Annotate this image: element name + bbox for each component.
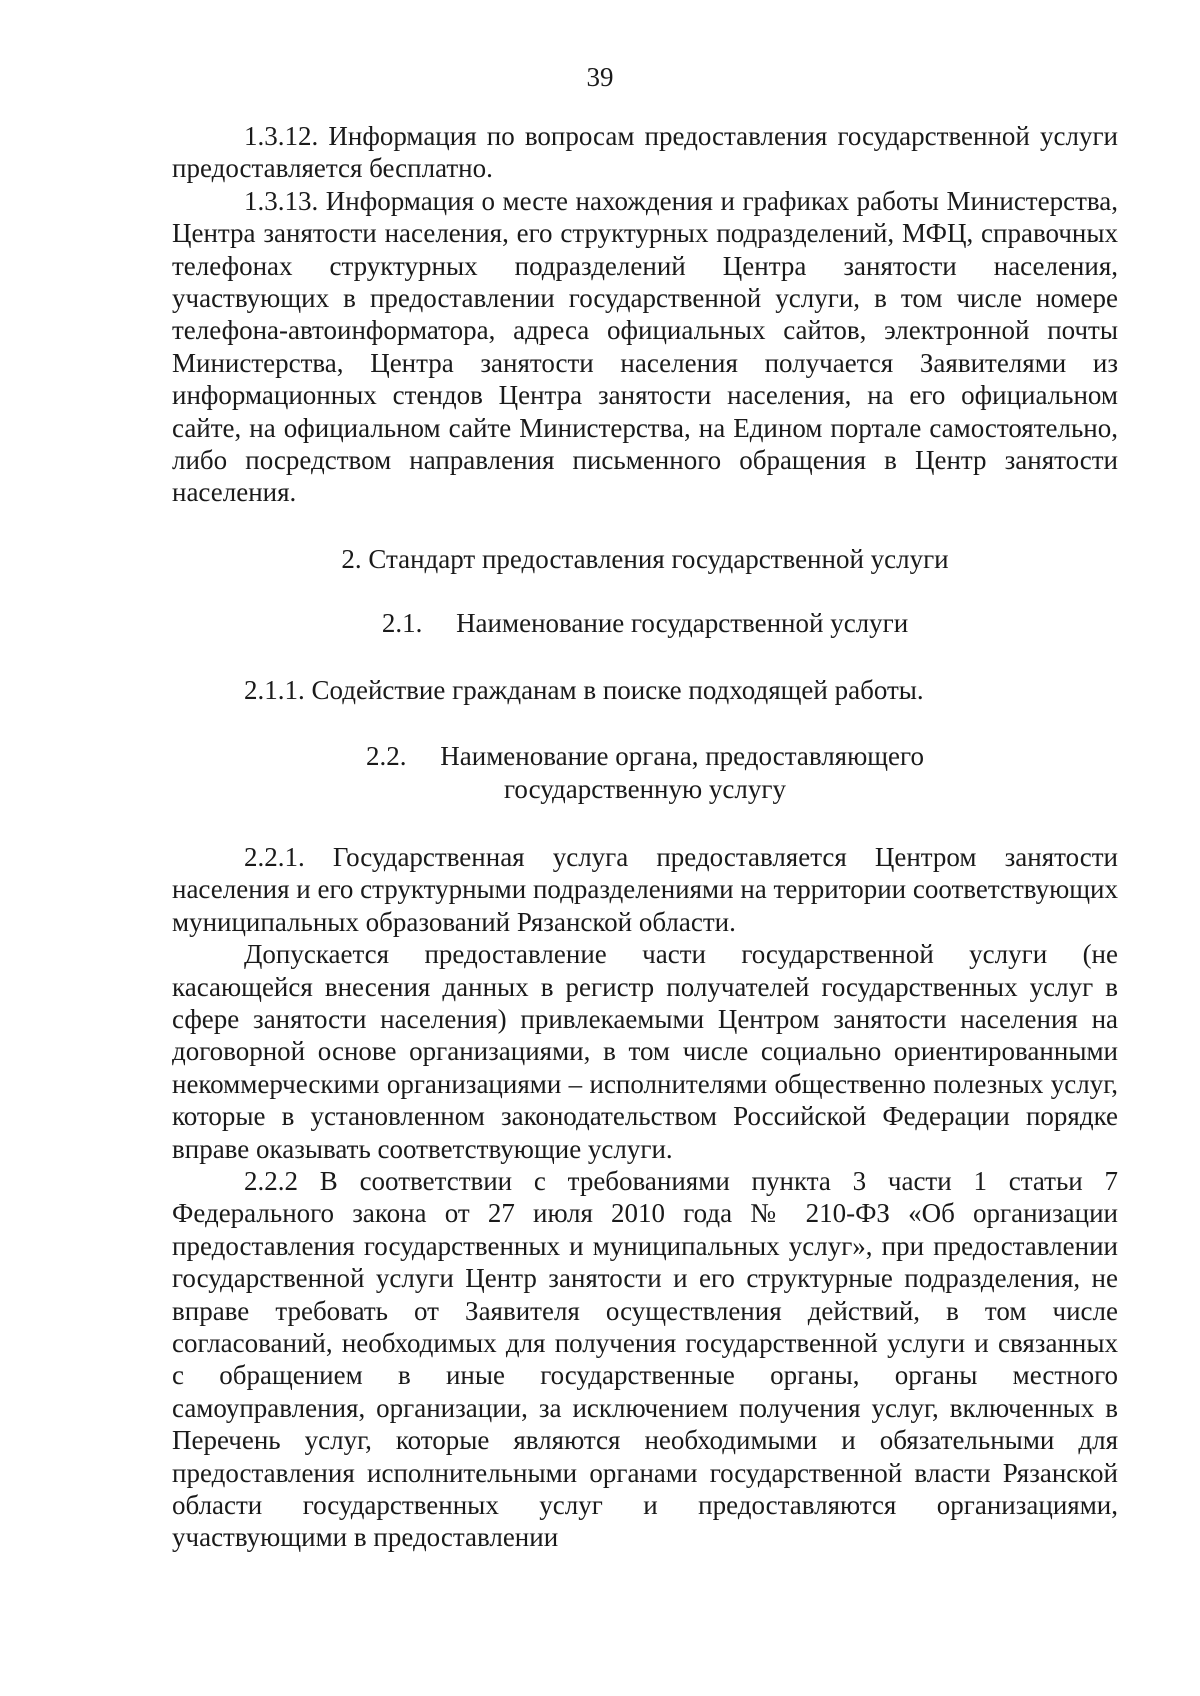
document-body: [172, 120, 1118, 1554]
paragraph-1-3-12: 1.3.12. Информация по вопросам предоставления государственной услуги предоставляется бесплатно.: [172, 121, 1118, 184]
section-2-title: 2. Стандарт предоставления государственной услуги: [341, 543, 949, 574]
paragraph-2-2-2: 2.2.2 В соответствии с требованиями пункта 3 части 1 статьи 7 Федерального закона от 27 июля 2010 года № 210-ФЗ «Об организации предоставления государственных и муниципальных услуг», при предоставлении государственной услуги Центр занятости и его структурные подразделения, не вправе требовать от Заявителя осуществления действий, в том числе согласований, необходимых для получения государственной услуги и связанных с обращением в иные государственные органы, органы местного самоуправления, организации, за исключением получения услуг, включенных в Перечень услуг, которые являются необходимыми и обязательными для предоставления исполнительными органами государственной власти Рязанской области государственных услуг и предоставляются организациями, участвующими в предоставлении: [172, 1165, 1118, 1553]
section-2-1-title: 2.1. Наименование государственной услуги: [381, 608, 909, 639]
paragraph-2-1-1: 2.1.1. Содействие гражданам в поиске подходящей работы.: [244, 674, 924, 705]
section-2-2-title-line-2: государственную услугу: [504, 773, 786, 804]
paragraph-2-2-1-continued: Допускается предоставление части государственной услуги (не касающейся внесения данных в регистр получателей государственных услуг в сфере занятости населения) привлекаемыми Центром занятости населения на договорной основе организациями, в том числе социально ориентированными некоммерческими организациями – исполнителями общественно полезных услуг, которые в установленном законодательством Российской Федерации порядке вправе оказывать соответствующие услуги.: [172, 939, 1118, 1164]
paragraph-2-2-1: 2.2.1. Государственная услуга предоставляется Центром занятости населения и его структурными подразделениями на территории соответствующих муниципальных образований Рязанской области.: [172, 841, 1118, 937]
section-2-2-title-line-1: 2.2. Наименование органа, предоставляющего: [366, 741, 924, 772]
paragraph-1-3-13: 1.3.13. Информация о месте нахождения и графиках работы Министерства, Центра занятости населения, его структурных подразделений, МФЦ, справочных телефонах структурных подразделений Центра занятости населения, участвующих в предоставлении государственной услуги, в том числе номере телефона-автоинформатора, адреса официальных сайтов, электронной почты Министерства, Центра занятости населения получается Заявителями из информационных стендов Центра занятости населения, на его официальном сайте, на официальном сайте Министерства, на Едином портале самостоятельно, либо посредством направления письменного обращения в Центр занятости населения.: [172, 185, 1118, 508]
page-number: 39: [586, 62, 614, 92]
